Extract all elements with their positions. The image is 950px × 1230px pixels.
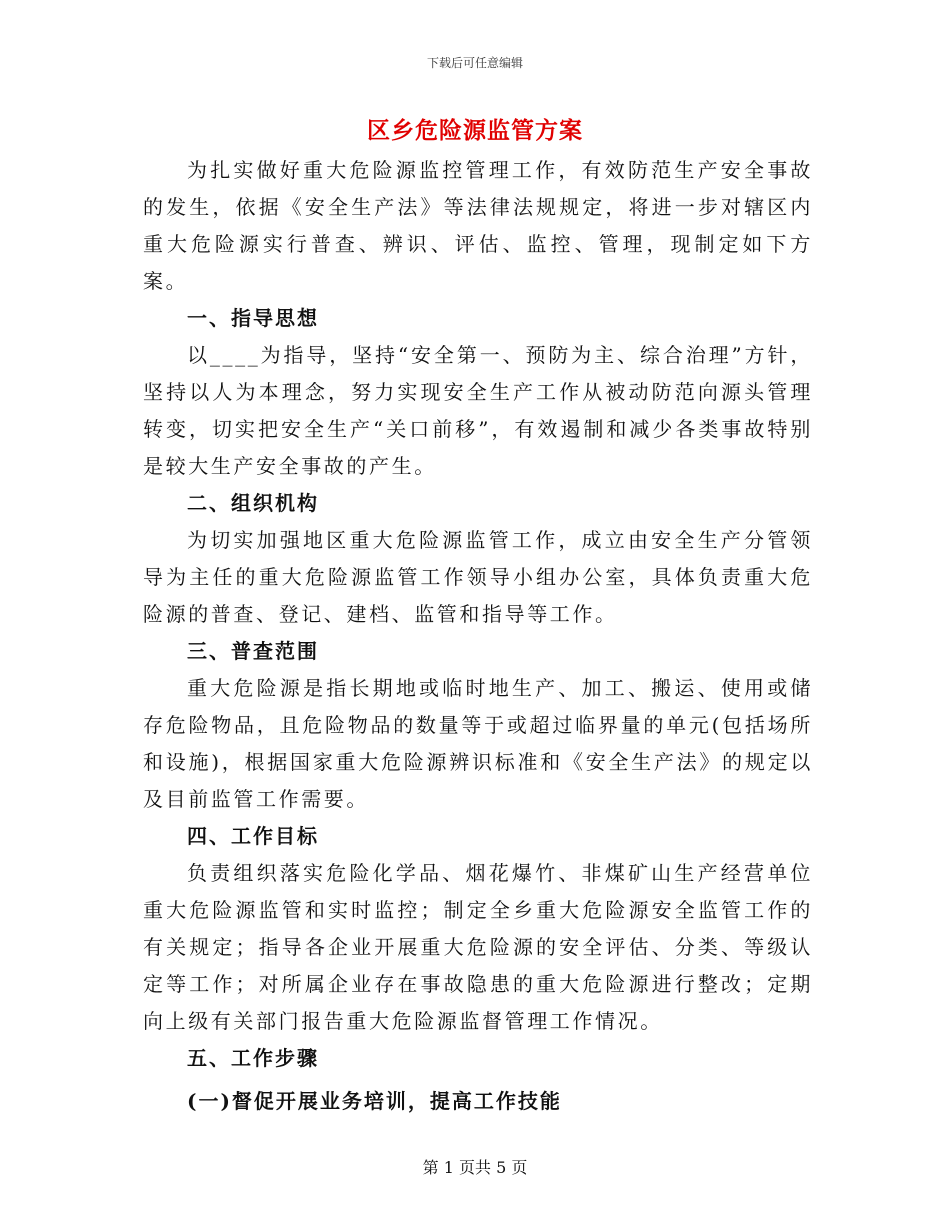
page-header-note: 下载后可任意编辑: [426, 56, 523, 70]
section-heading-survey-scope: 三、普查范围: [187, 639, 319, 663]
section-body-survey-scope: 重大危险源是指长期地或临时地生产、加工、搬运、使用或储存危险物品，且危险物品的数量等于或超过临界量的单元(包括场所和设施)，根据国家重大危险源辨识标准和《安全生产法》的规定以及目前监管工作需要。: [143, 676, 813, 811]
section-heading-organization: 二、组织机构: [187, 491, 319, 515]
section-body-work-goals: 负责组织落实危险化学品、烟花爆竹、非煤矿山生产经营单位重大危险源监管和实时监控；制定全乡重大危险源安全监管工作的有关规定；指导各企业开展重大危险源的安全评估、分类、等级认定等工作；对所属企业存在事故隐患的重大危险源进行整改；定期向上级有关部门报告重大危险源监督管理工作情况。: [143, 861, 813, 1033]
page-number-footer: 第 1 页共 5 页: [422, 1158, 528, 1177]
section-heading-guiding-ideology: 一、指导思想: [187, 306, 319, 330]
subsection-heading-training: (一)督促开展业务培训，提高工作技能: [187, 1089, 562, 1113]
section-heading-work-goals: 四、工作目标: [187, 824, 319, 848]
section-body-guiding-ideology: 以____为指导，坚持“安全第一、预防为主、综合治理”方针，坚持以人为本理念，努力实现安全生产工作从被动防范向源头管理转变，切实把安全生产“关口前移”，有效遏制和减少各类事故特别是较大生产安全事故的产生。: [143, 343, 813, 478]
document-body: [143, 152, 813, 1140]
intro-paragraph: 为扎实做好重大危险源监控管理工作，有效防范生产安全事故的发生，依据《安全生产法》等法律法规规定，将进一步对辖区内重大危险源实行普查、辨识、评估、监控、管理，现制定如下方案。: [143, 158, 813, 293]
document-title: 区乡危险源监管方案: [367, 117, 583, 144]
section-body-organization: 为切实加强地区重大危险源监管工作，成立由安全生产分管领导为主任的重大危险源监管工作领导小组办公室，具体负责重大危险源的普查、登记、建档、监管和指导等工作。: [143, 528, 813, 626]
section-heading-work-steps: 五、工作步骤: [187, 1046, 319, 1070]
